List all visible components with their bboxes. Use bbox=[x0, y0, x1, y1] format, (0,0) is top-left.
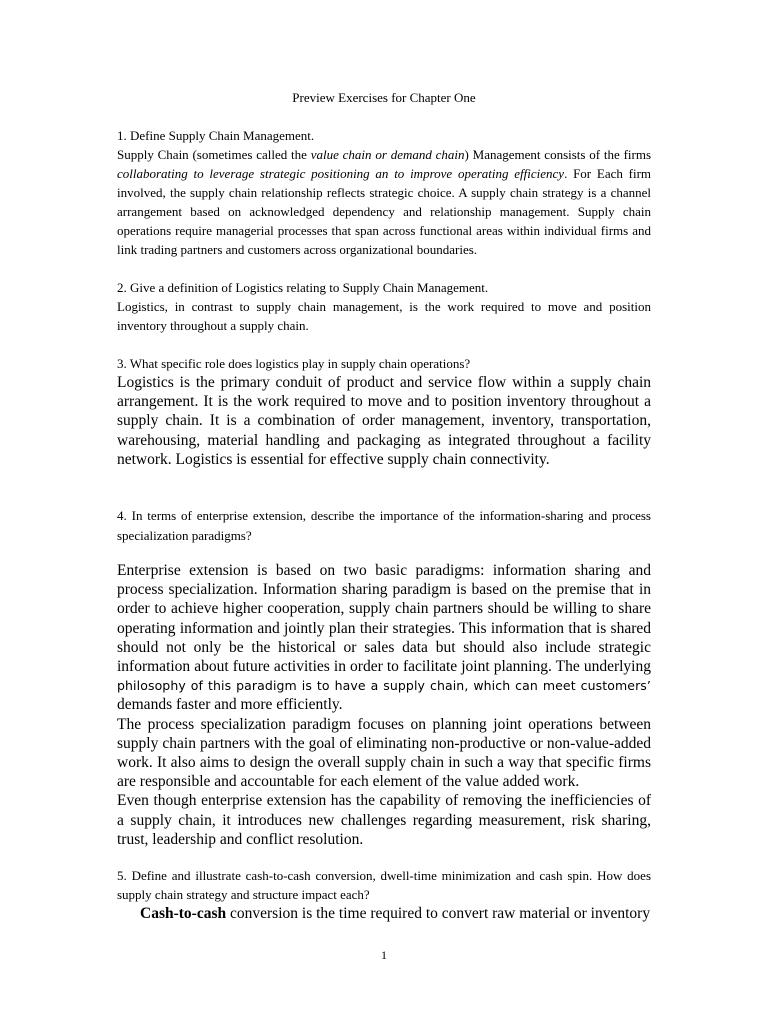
page-title: Preview Exercises for Chapter One bbox=[292, 90, 476, 105]
answer-1-part: ) Management consists of the firms bbox=[464, 147, 652, 162]
answer-4-paragraph-1 bbox=[117, 561, 651, 715]
answer-1-part: . For Each firm involved, the supply chain relationship reflects strategic choice. A supply chain strategy is a channel arrangement based on acknowledged dependency and relationship management. Supply chain operations require managerial processes that span across functional areas within individual firms and link trading partners and customers across organizational boundaries. bbox=[117, 166, 652, 257]
question-3-block bbox=[117, 354, 651, 469]
question-2-block bbox=[117, 278, 651, 335]
answer-4-paragraph-2: The process specialization paradigm focuses on planning joint operations between supply chain partners with the goal of eliminating non-productive or non-value-added work. It also aims to design the overall supply chain in such a way that specific firms are responsible and accountable for each element of the value added work. bbox=[117, 715, 651, 791]
answer-4-text: Enterprise extension is based on two basic paradigms: information sharing and process specialization. Information sharing paradigm is based on the premise that in order to achieve higher cooperation, supply chain partners should be willing to share operating information and jointly plan their strategies. This information that is shared should not only be the historical or sales data but should also include strategic information about future activities in order to facilitate joint planning. The underlying bbox=[117, 562, 651, 676]
question-5-block bbox=[117, 866, 651, 923]
answer-5-text: conversion is the time required to convert raw material or inventory bbox=[226, 905, 651, 922]
question-1: 1. Define Supply Chain Management. bbox=[117, 128, 315, 143]
question-4: 4. In terms of enterprise extension, describe the importance of the information-sharing and process specialization paradigms? bbox=[117, 508, 651, 543]
page-number: 1 bbox=[381, 948, 387, 962]
answer-1 bbox=[117, 145, 651, 259]
answer-1-italic: collaborating to leverage strategic positioning an to improve operating efficiency bbox=[117, 166, 565, 181]
answer-1-italic: value chain or demand chain bbox=[310, 147, 465, 162]
answer-5 bbox=[117, 904, 651, 923]
answer-3: Logistics is the primary conduit of product and service flow within a supply chain arrangement. It is the work required to move and to position inventory throughout a supply chain. It is a combination of order management, inventory, transportation, warehousing, material handling and packaging as integrated throughout a facility network. Logistics is essential for effective supply chain connectivity. bbox=[117, 374, 651, 468]
question-3: 3. What specific role does logistics play in supply chain operations? bbox=[117, 356, 471, 371]
question-1-block bbox=[117, 126, 651, 259]
answer-5-term: Cash-to-cash bbox=[140, 905, 227, 922]
question-5: 5. Define and illustrate cash-to-cash conversion, dwell-time minimization and cash spin. How does supply chain strategy and structure impact each? bbox=[117, 868, 651, 902]
answer-4-text: demands faster and more efficiently. bbox=[117, 696, 343, 714]
answer-4-paragraph-3: Even though enterprise extension has the capability of removing the inefficiencies of a supply chain, it introduces new challenges regarding measurement, risk sharing, trust, leadership and conflict resolution. bbox=[117, 792, 651, 848]
question-4-block bbox=[117, 506, 651, 546]
answer-4-text-alt-font: philosophy of this paradigm is to have a supply chain, which can meet customers’ bbox=[117, 678, 651, 694]
question-2: 2. Give a definition of Logistics relating to Supply Chain Management. bbox=[117, 280, 489, 295]
answer-1-part: Supply Chain (sometimes called the bbox=[117, 147, 311, 162]
answer-4-block bbox=[117, 561, 651, 849]
answer-2: Logistics, in contrast to supply chain management, is the work required to move and position inventory throughout a supply chain. bbox=[117, 299, 651, 333]
